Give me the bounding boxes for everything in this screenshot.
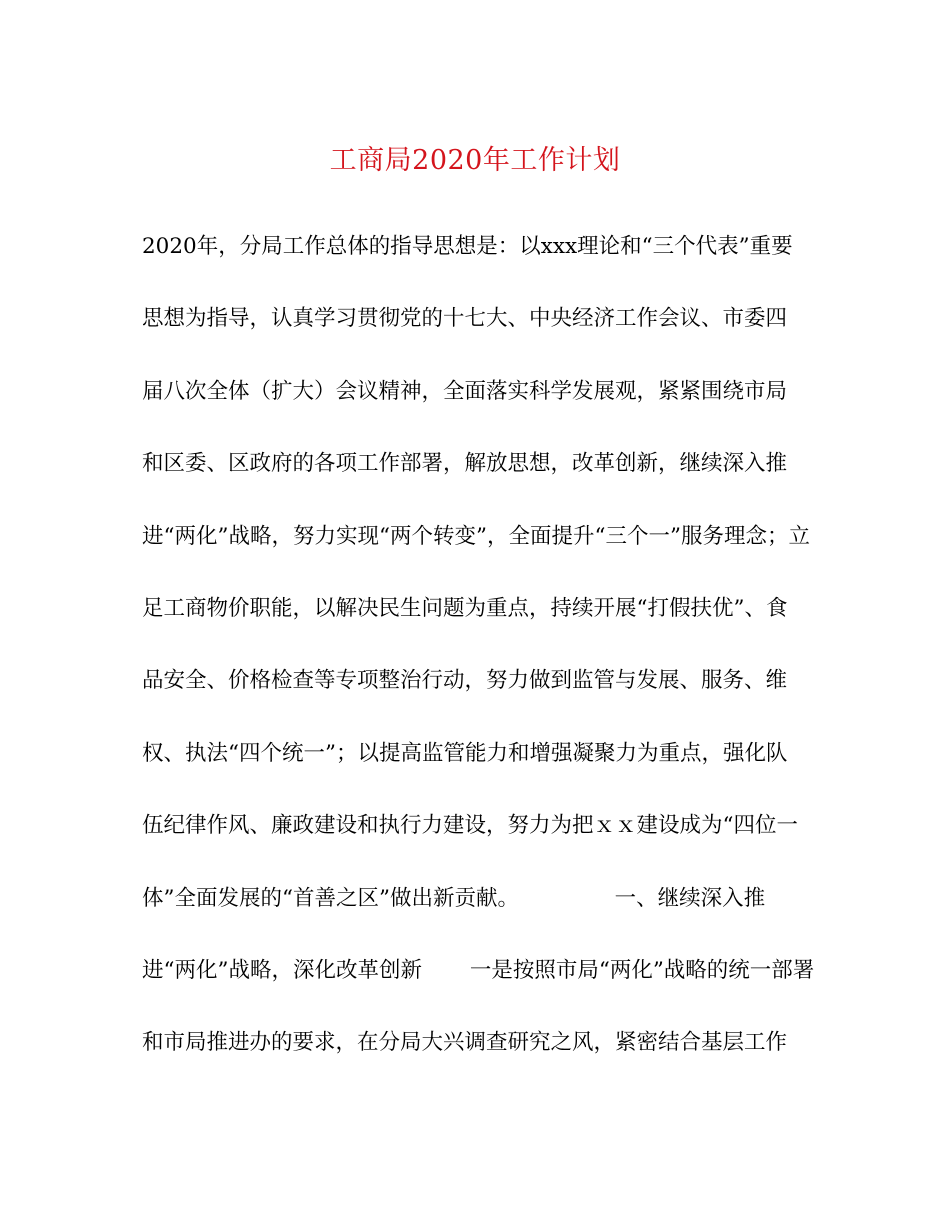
body-line: 进“两化”战略，努力实现“两个转变”，全面提升“三个一”服务理念；立 [142, 523, 810, 549]
body-line: 和区委、区政府的各项工作部署，解放思想，改革创新，继续深入推 [142, 451, 788, 477]
body-line: 进“两化”战略，深化改革创新 一是按照市局“两化”战略的统一部署 [142, 957, 815, 983]
body-line: 权、执法“四个统一”；以提高监管能力和增强凝聚力为重点，强化队 [142, 740, 788, 766]
body-line: 2020年，分局工作总体的指导思想是：以xxx理论和“三个代表”重要 [142, 234, 793, 259]
body-line: 体”全面发展的“首善之区”做出新贡献。 一、继续深入推 [142, 885, 766, 911]
body-line: 足工商物价职能，以解决民生问题为重点，持续开展“打假扶优”、食 [142, 595, 788, 621]
document-body [142, 224, 822, 1093]
document-title: 工商局2020年工作计划 [329, 145, 621, 176]
body-line: 届八次全体（扩大）会议精神，全面落实科学发展观，紧紧围绕市局 [142, 378, 788, 404]
body-line: 伍纪律作风、廉政建设和执行力建设，努力为把ｘｘ建设成为“四位一 [142, 813, 798, 839]
body-line: 思想为指导，认真学习贯彻党的十七大、中央经济工作会议、市委四 [142, 306, 788, 332]
body-line: 和市局推进办的要求，在分局大兴调查研究之风，紧密结合基层工作 [142, 1030, 788, 1056]
body-line: 品安全、价格检查等专项整治行动，努力做到监管与发展、服务、维 [142, 668, 788, 694]
